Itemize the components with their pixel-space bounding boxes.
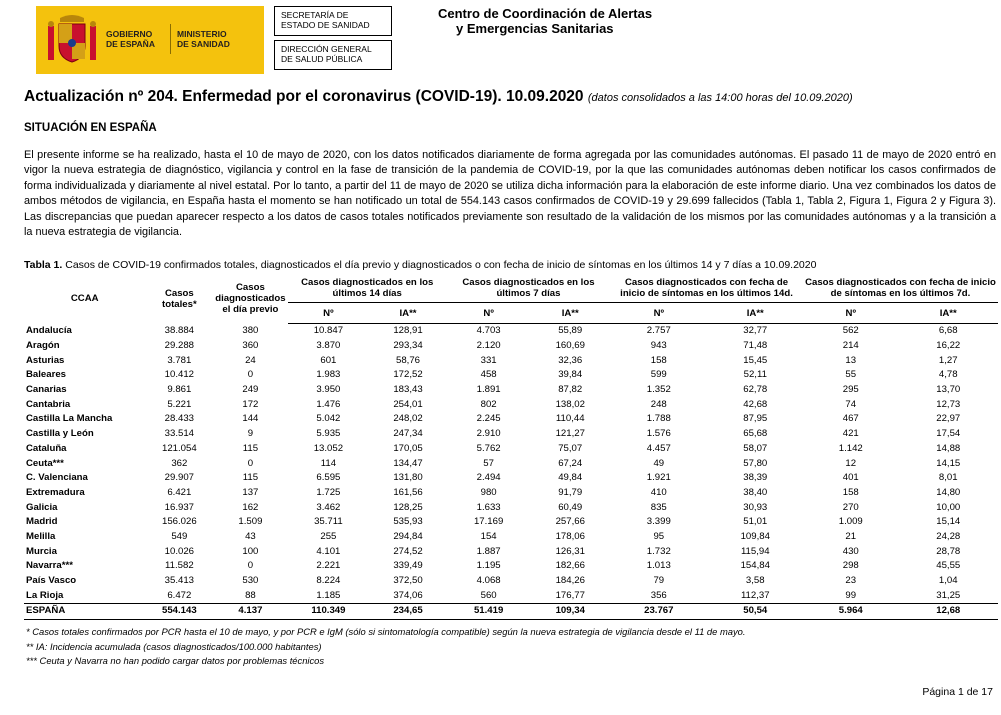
value-cell: 121,27	[555, 428, 585, 440]
value-cell: 15,14	[936, 516, 961, 528]
value-cell: 1,27	[938, 354, 958, 366]
value-cell: 1.887	[476, 545, 501, 557]
value-cell: 421	[842, 428, 859, 440]
ccaa-cell: C. Valenciana	[26, 472, 88, 484]
value-cell: 1.013	[646, 560, 671, 572]
value-cell: 21	[845, 530, 857, 542]
value-cell: 2.494	[476, 472, 501, 484]
value-cell: 356	[650, 589, 667, 601]
ccaa-cell: Extremadura	[26, 486, 85, 498]
value-cell: 109,34	[530, 604, 610, 620]
value-cell: 35.711	[314, 516, 343, 528]
value-cell: 599	[650, 369, 667, 381]
value-cell: 71,48	[743, 340, 768, 352]
value-cell: 16.937	[164, 501, 195, 513]
value-cell: 28,78	[936, 545, 961, 557]
footnote-3: *** Ceuta y Navarra no han podido cargar datos por problemas técnicos	[26, 655, 325, 666]
table-row	[24, 442, 998, 457]
section-heading: SITUACIÓN EN ESPAÑA	[24, 122, 157, 134]
value-cell: 295	[842, 384, 859, 396]
value-cell: 2.910	[476, 428, 501, 440]
value-cell: 5.042	[316, 413, 341, 425]
table-row	[24, 471, 998, 486]
value-cell: 562	[842, 325, 859, 337]
ccaa-cell: País Vasco	[26, 575, 77, 587]
value-cell: 161,56	[393, 486, 423, 498]
centro-line2: y Emergencias Sanitarias	[456, 21, 614, 36]
header-ia: IA**	[898, 303, 998, 324]
value-cell: 549	[171, 530, 188, 542]
value-cell: 42,68	[743, 398, 768, 410]
value-cell: 294,84	[393, 530, 423, 542]
ccaa-cell: La Rioja	[26, 589, 64, 601]
ministerio-label: MINISTERIO DE SANIDAD	[177, 29, 230, 49]
table-row	[24, 515, 998, 530]
value-cell: 2.757	[646, 325, 671, 337]
value-cell: 254,01	[393, 398, 423, 410]
value-cell: 154,84	[740, 560, 770, 572]
table-row	[24, 588, 998, 603]
value-cell: 100	[242, 545, 259, 557]
header-n: Nº	[803, 303, 898, 324]
value-cell: 131,80	[393, 472, 423, 484]
direccion-box: DIRECCIÓN GENERAL DE SALUD PÚBLICA	[274, 40, 392, 70]
value-cell: 176,77	[555, 589, 585, 601]
intro-paragraph: El presente informe se ha realizado, hasta el 10 de mayo de 2020, con los datos notificados diariamente de forma agregada por las comunidades autónomas. El pasado 11 de mayo de 2020 entró en vigor la nueva estrategia de diagnóstico, vigilancia y control en la fase de transición de la pandemia de COVID-19, por la que las comunidades autónomas deben notificar los casos confirmados de forma individualizada y diariamente al nivel estatal. Por lo tanto, a partir del 11 de mayo de 2020 se utiliza dicha información para la elaboración de este informe diario. Una vez combinados los datos de ambos métodos de vigilancia, en España hasta el momento se han notificado un total de 554.143 casos confirmados de COVID-19 y 29.699 fallecidos (Tabla 1, Tabla 2, Figura 1, Figura 2 y Figura 3). Las discrepancias que puedan aparecer respecto a los datos de casos totales notificados previamente son resultado de la validación de los mismos por las comunidades autónomas y a la transición a la nueva estrategia de vigilancia.	[24, 149, 996, 239]
value-cell: 6,68	[938, 325, 958, 337]
ccaa-cell: Baleares	[26, 369, 67, 381]
value-cell: 58,07	[743, 442, 768, 454]
value-cell: 12,73	[936, 398, 961, 410]
value-cell: 2.245	[476, 413, 501, 425]
value-cell: 1.142	[838, 442, 863, 454]
header-ia: IA**	[369, 303, 447, 324]
value-cell: 1.509	[238, 516, 263, 528]
ccaa-cell: Asturias	[26, 354, 65, 366]
title-note: (datos consolidados a las 14:00 horas del 10.09.2020)	[587, 92, 853, 104]
value-cell: 39,84	[558, 369, 583, 381]
value-cell: 115	[242, 472, 259, 484]
document-header	[36, 6, 976, 76]
value-cell: 274,52	[393, 545, 423, 557]
value-cell: 14,80	[936, 486, 961, 498]
value-cell: 4,78	[938, 369, 958, 381]
value-cell: 249	[242, 384, 259, 396]
value-cell: 601	[320, 354, 337, 366]
ccaa-cell: Murcia	[26, 545, 57, 557]
value-cell: 0	[247, 457, 254, 469]
header-n: Nº	[288, 303, 370, 324]
ccaa-cell: Cataluña	[26, 442, 67, 454]
value-cell: 75,07	[558, 442, 583, 454]
value-cell: 3.399	[646, 516, 671, 528]
ccaa-cell: Castilla y León	[26, 428, 94, 440]
value-cell: 158	[650, 354, 667, 366]
value-cell: 380	[242, 325, 259, 337]
value-cell: 980	[480, 486, 497, 498]
table-row	[24, 530, 998, 545]
value-cell: 49,84	[558, 472, 583, 484]
value-cell: 126,31	[555, 545, 585, 557]
value-cell: 430	[842, 545, 859, 557]
value-cell: 13	[845, 354, 857, 366]
table-row	[24, 574, 998, 589]
value-cell: 121.054	[162, 442, 197, 454]
ccaa-cell: Ceuta***	[26, 457, 64, 469]
value-cell: 255	[320, 530, 337, 542]
value-cell: 1.891	[476, 384, 501, 396]
ccaa-cell: Melilla	[26, 530, 56, 542]
value-cell: 160,69	[555, 340, 585, 352]
header-n: Nº	[447, 303, 531, 324]
header-group-sintomas-7d: Casos diagnosticados con fecha de inicio de síntomas en los últimos 7d.	[803, 274, 998, 303]
value-cell: 214	[842, 340, 859, 352]
value-cell: 6.595	[316, 472, 341, 484]
table-total-row	[24, 604, 998, 620]
value-cell: 5.221	[167, 398, 192, 410]
value-cell: 182,66	[555, 560, 585, 572]
ccaa-cell: Navarra***	[26, 560, 73, 572]
value-cell: 530	[242, 575, 259, 587]
value-cell: 5.762	[476, 442, 501, 454]
value-cell: 12	[845, 457, 857, 469]
value-cell: 74	[845, 398, 857, 410]
gobierno-label: GOBIERNO DE ESPAÑA	[106, 29, 155, 49]
value-cell: 339,49	[393, 560, 423, 572]
centro-line1: Centro de Coordinación de Alertas	[438, 6, 653, 21]
value-cell: 43	[245, 530, 256, 542]
value-cell: 11.582	[165, 560, 194, 572]
value-cell: 55,89	[558, 325, 583, 337]
covid-cases-table	[24, 274, 998, 620]
value-cell: 110,44	[555, 413, 585, 425]
value-cell: 87,82	[558, 384, 583, 396]
value-cell: 835	[650, 501, 667, 513]
table-row	[24, 383, 998, 398]
value-cell: 110.349	[288, 604, 370, 620]
value-cell: 3,58	[745, 575, 765, 587]
value-cell: 5.935	[316, 428, 341, 440]
title-main: Actualización nº 204. Enfermedad por el coronavirus (COVID-19). 10.09.2020	[24, 88, 584, 105]
table-row	[24, 427, 998, 442]
value-cell: 178,06	[555, 530, 585, 542]
value-cell: 38,39	[743, 472, 768, 484]
value-cell: 1.185	[316, 589, 341, 601]
value-cell: 3.950	[316, 384, 341, 396]
value-cell: 79	[653, 575, 665, 587]
value-cell: 87,95	[743, 413, 768, 425]
value-cell: 248,02	[393, 413, 423, 425]
value-cell: 24	[245, 354, 256, 366]
value-cell: 10,00	[936, 501, 961, 513]
value-cell: 60,49	[558, 501, 583, 513]
value-cell: 158	[842, 486, 859, 498]
value-cell: 67,24	[558, 457, 583, 469]
value-cell: 52,11	[743, 369, 767, 381]
value-cell: 467	[842, 413, 859, 425]
ccaa-cell: Cantabria	[26, 398, 71, 410]
table-row	[24, 368, 998, 383]
page-number: Página 1 de 17	[922, 686, 993, 698]
table-row	[24, 456, 998, 471]
value-cell: 57,80	[743, 457, 768, 469]
value-cell: 30,93	[743, 501, 768, 513]
coat-of-arms-icon	[44, 12, 100, 68]
footnote-2: ** IA: Incidencia acumulada (casos diagnosticados/100.000 habitantes)	[26, 640, 322, 652]
header-totales: Casos totales*	[162, 287, 197, 310]
table-row	[24, 339, 998, 354]
header-ccaa: CCAA	[70, 293, 99, 305]
value-cell: 38.884	[164, 325, 195, 337]
value-cell: 50,54	[708, 604, 803, 620]
value-cell: 270	[842, 501, 859, 513]
value-cell: 184,26	[555, 575, 585, 587]
value-cell: 1.352	[646, 384, 671, 396]
value-cell: 410	[650, 486, 667, 498]
value-cell: 62,78	[743, 384, 768, 396]
value-cell: 88	[245, 589, 256, 601]
value-cell: 9	[247, 428, 254, 440]
value-cell: 172,52	[393, 369, 423, 381]
value-cell: 170,05	[393, 442, 423, 454]
header-group-14d: Casos diagnosticados en los últimos 14 días	[288, 274, 447, 303]
value-cell: 14,15	[936, 457, 961, 469]
ccaa-cell: Castilla La Mancha	[26, 413, 113, 425]
value-cell: 144	[242, 413, 259, 425]
value-cell: 234,65	[369, 604, 447, 620]
value-cell: 1.732	[646, 545, 671, 557]
value-cell: 2.221	[316, 560, 341, 572]
value-cell: 802	[480, 398, 497, 410]
value-cell: 49	[653, 457, 665, 469]
ccaa-cell: ESPAÑA	[24, 604, 145, 620]
value-cell: 172	[242, 398, 259, 410]
value-cell: 32,77	[743, 325, 768, 337]
value-cell: 156.026	[162, 516, 197, 528]
value-cell: 2.120	[476, 340, 501, 352]
centro-title	[438, 6, 652, 36]
value-cell: 134,47	[393, 457, 423, 469]
value-cell: 95	[653, 530, 665, 542]
value-cell: 1.788	[646, 413, 671, 425]
value-cell: 4.457	[646, 442, 671, 454]
value-cell: 5.964	[803, 604, 898, 620]
value-cell: 1.195	[476, 560, 501, 572]
value-cell: 91,79	[558, 486, 583, 498]
table-row	[24, 559, 998, 574]
table-row	[24, 486, 998, 501]
value-cell: 17.169	[473, 516, 504, 528]
value-cell: 1.921	[646, 472, 671, 484]
value-cell: 247,34	[393, 428, 423, 440]
value-cell: 9.861	[167, 384, 192, 396]
ccaa-cell: Madrid	[26, 516, 58, 528]
value-cell: 1.983	[316, 369, 341, 381]
value-cell: 10.026	[164, 545, 195, 557]
value-cell: 16,22	[936, 340, 961, 352]
table-row	[24, 412, 998, 427]
footnote-1: * Casos totales confirmados por PCR hasta el 10 de mayo, y por PCR e IgM (sólo si sintomatología compatible) según la nueva estrategia de vigilancia desde el 11 de mayo.	[26, 626, 746, 637]
value-cell: 31,25	[936, 589, 961, 601]
value-cell: 4.101	[316, 545, 341, 557]
secretaria-box: SECRETARÍA DE ESTADO DE SANIDAD	[274, 6, 392, 36]
value-cell: 554.143	[145, 604, 213, 620]
header-group-sintomas-14d: Casos diagnosticados con fecha de inicio de síntomas en los últimos 14d.	[610, 274, 803, 303]
value-cell: 45,55	[936, 560, 961, 572]
value-cell: 137	[242, 486, 259, 498]
value-cell: 8.224	[316, 575, 341, 587]
value-cell: 372,50	[393, 575, 423, 587]
header-n: Nº	[610, 303, 707, 324]
ccaa-cell: Andalucía	[26, 325, 72, 337]
header-ia: IA**	[530, 303, 610, 324]
table-caption-text: Casos de COVID-19 confirmados totales, diagnosticados el día previo y diagnosticados o con fecha de inicio de síntomas en los últimos 14 y 7 días a 10.09.2020	[62, 259, 817, 271]
value-cell: 65,68	[743, 428, 768, 440]
department-boxes	[274, 6, 392, 74]
footnotes	[26, 625, 745, 669]
value-cell: 1,04	[938, 575, 958, 587]
value-cell: 257,66	[555, 516, 585, 528]
value-cell: 535,93	[393, 516, 423, 528]
value-cell: 362	[171, 457, 188, 469]
value-cell: 23	[845, 575, 857, 587]
ccaa-cell: Canarias	[26, 384, 67, 396]
value-cell: 29.288	[164, 340, 195, 352]
value-cell: 0	[247, 560, 254, 572]
value-cell: 57	[483, 457, 494, 469]
value-cell: 4.068	[476, 575, 501, 587]
value-cell: 13.052	[313, 442, 344, 454]
value-cell: 128,25	[393, 501, 423, 513]
value-cell: 10.847	[313, 325, 344, 337]
value-cell: 99	[845, 589, 857, 601]
value-cell: 51,01	[743, 516, 768, 528]
value-cell: 114	[320, 457, 337, 469]
value-cell: 51.419	[447, 604, 531, 620]
value-cell: 943	[650, 340, 667, 352]
value-cell: 112,37	[740, 589, 770, 601]
page-title	[24, 88, 853, 106]
table-caption	[24, 259, 816, 271]
value-cell: 32,36	[558, 354, 583, 366]
value-cell: 33.514	[164, 428, 195, 440]
value-cell: 10.412	[164, 369, 195, 381]
value-cell: 17,54	[936, 428, 961, 440]
value-cell: 28.433	[164, 413, 195, 425]
value-cell: 1.725	[316, 486, 341, 498]
value-cell: 1.009	[838, 516, 863, 528]
header-ia: IA**	[708, 303, 803, 324]
value-cell: 360	[242, 340, 259, 352]
value-cell: 115	[242, 442, 259, 454]
value-cell: 560	[480, 589, 497, 601]
value-cell: 293,34	[393, 340, 423, 352]
table-row	[24, 397, 998, 412]
value-cell: 1.576	[646, 428, 671, 440]
value-cell: 401	[842, 472, 859, 484]
value-cell: 1.476	[316, 398, 341, 410]
table-row	[24, 353, 998, 368]
logo-divider	[170, 24, 171, 54]
value-cell: 374,06	[393, 589, 423, 601]
value-cell: 458	[480, 369, 497, 381]
value-cell: 138,02	[555, 398, 585, 410]
value-cell: 183,43	[393, 384, 423, 396]
value-cell: 0	[247, 369, 254, 381]
value-cell: 154	[480, 530, 497, 542]
value-cell: 6.472	[167, 589, 192, 601]
value-cell: 24,28	[936, 530, 961, 542]
table-row	[24, 324, 998, 339]
header-previo: Casos diagnosticados el día previo	[215, 282, 286, 316]
value-cell: 1.633	[476, 501, 501, 513]
value-cell: 4.703	[476, 325, 501, 337]
value-cell: 55	[845, 369, 857, 381]
ccaa-cell: Aragón	[26, 340, 60, 352]
value-cell: 128,91	[393, 325, 423, 337]
value-cell: 3.462	[316, 501, 341, 513]
value-cell: 13,70	[936, 384, 961, 396]
table-row	[24, 500, 998, 515]
value-cell: 22,97	[936, 413, 961, 425]
table-row	[24, 544, 998, 559]
value-cell: 23.767	[610, 604, 707, 620]
ccaa-cell: Galicia	[26, 501, 58, 513]
government-logo	[36, 6, 264, 74]
value-cell: 331	[480, 354, 497, 366]
value-cell: 248	[650, 398, 667, 410]
table-caption-label: Tabla 1.	[24, 259, 63, 271]
value-cell: 162	[242, 501, 259, 513]
value-cell: 15,45	[743, 354, 768, 366]
value-cell: 14,88	[936, 442, 961, 454]
value-cell: 12,68	[898, 604, 998, 620]
value-cell: 29.907	[164, 472, 195, 484]
value-cell: 58,76	[396, 354, 421, 366]
value-cell: 3.781	[167, 354, 192, 366]
value-cell: 8,01	[938, 472, 958, 484]
value-cell: 109,84	[740, 530, 770, 542]
value-cell: 38,40	[743, 486, 768, 498]
value-cell: 298	[842, 560, 859, 572]
value-cell: 6.421	[167, 486, 192, 498]
value-cell: 35.413	[164, 575, 195, 587]
header-group-7d: Casos diagnosticados en los últimos 7 días	[447, 274, 610, 303]
value-cell: 115,94	[740, 545, 770, 557]
value-cell: 3.870	[316, 340, 341, 352]
value-cell: 4.137	[213, 604, 287, 620]
